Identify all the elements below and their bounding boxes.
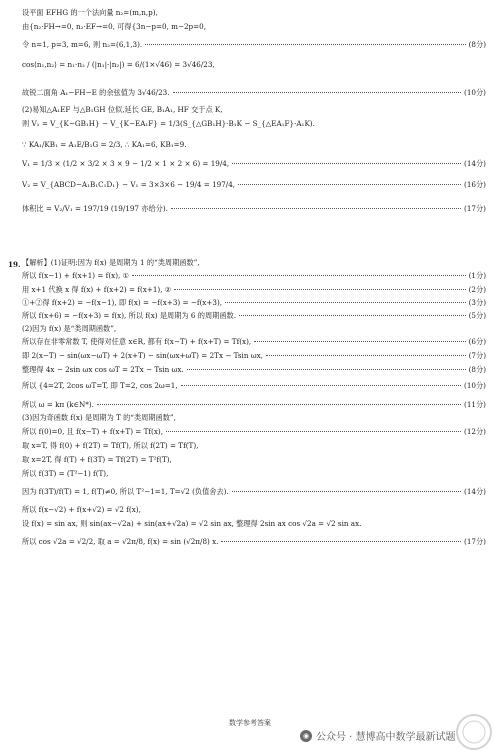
score-label: (7分) [468,351,486,360]
line-text: 因为 f(3T)/f(T) = 1, f(T)≠0, 所以 T²−1=1, T=√2 (负值舍去). [22,487,229,496]
solution-line [22,8,486,17]
solution-line [22,337,486,346]
score-label: (5分) [468,311,486,320]
line-text: 体积比 = V₂/V₁ = 197/19 (19/197 亦给分). [22,204,168,213]
dot-leader [239,315,466,316]
score-label: (17分) [464,537,486,546]
dot-leader [221,541,461,542]
line-text: 令 n=1, p=3, m=6, 则 n₂=(6,1,3). [22,40,143,49]
dot-leader [166,431,461,432]
wechat-icon: ◉ [300,730,312,742]
line-text: 所以 {4=2T, 2cos ωT=T, 即 T=2, cos 2ω=1, [22,381,178,390]
score-label: (17分) [464,204,486,213]
solution-line [22,140,486,149]
page-footer: 数学参考答案 [229,719,271,727]
dot-leader [174,289,465,290]
solution-line [22,455,486,464]
dot-leader [173,92,462,93]
line-text: 由{n₂·FH→=0, n₂·EF→=0, 可得{3n−p=0, m−2p=0, [22,22,207,31]
solution-line [22,537,486,546]
solution-line [22,324,486,333]
line-text: 所以存在非零常数 T, 使得对任意 x∈R, 都有 f(x−T) + f(x+T) = Tf(x), [22,337,252,346]
dot-leader [232,491,461,492]
dot-leader [232,163,461,164]
dot-leader [254,341,465,342]
line-text: 则 V₁ = V_{K−GB₁H} − V_{K−EA₁F} = 1/3(S_{△GB₁H}·B₁K − S_{△EA₁F}·A₁K). [22,119,315,128]
solution-line [22,285,486,294]
solution-line [22,487,486,496]
line-text: 即 2(x−T) − sin(ωx−ωT) + 2(x+T) − sin(ωx+ωT) = 2Tx − Tsin ωx, [22,351,263,360]
score-label: (16分) [464,180,486,189]
solution-line [22,381,486,390]
solution-line [22,88,486,97]
solution-line [22,311,486,320]
solution-line [22,180,486,189]
solution-line [22,119,486,128]
solution-line [22,469,486,478]
dot-leader [187,369,466,370]
dot-leader [132,275,466,276]
score-label: (11分) [464,400,486,409]
line-text: 所以 ω = kπ (k∈N*). [22,400,94,409]
score-label: (2分) [468,285,486,294]
solution-line [22,441,486,450]
dot-leader [171,208,461,209]
line-text: 故锐二面角 A₁−FH−E 的余弦值为 3√46/23. [22,88,170,97]
line-text: 取 x=2T, 得 f(T) + f(3T) = Tf(2T) = T²f(T), [22,455,172,464]
line-text: (3)因为奇函数 f(x) 是周期为 T 的“类周期函数”, [22,413,176,422]
line-text: 所以 f(x+6) = −f(x+3) = f(x), 所以 f(x) 是周期为 6 的周期函数. [22,311,236,320]
dot-leader [181,385,461,386]
line-text: 设 f(x) = sin ax, 则 sin(ax−√2a) + sin(ax+√2a) = √2 sin ax, 整理得 2sin ax cos √2a = √2 sin ax. [22,519,362,528]
line-text: ①+②得 f(x+2) = −f(x−1), 即 f(x) = −f(x+3) = −f(x+3), [22,298,223,307]
line-text: 整理得 4x − 2sin ωx cos ωT = 2Tx − Tsin ωx. [22,365,184,374]
solution-line [22,413,486,422]
solution-line [22,271,486,280]
line-text: (2)易知△A₁EF 与△B₁GH 位似,延长 GE, B₁A₁, HF 交于点 K, [22,105,223,114]
line-text: ∵ KA₁/KB₁ = A₁E/B₁G = 2/3, ∴ KA₁=6, KB₁=9. [22,140,187,149]
solution-line [22,298,486,307]
solution-line [22,22,486,31]
stamp-icon [452,712,496,752]
dot-leader [225,302,466,303]
solution-line [22,204,486,213]
score-label: (14分) [464,487,486,496]
line-text: (2)因为 f(x) 是“类周期函数”, [22,324,117,333]
score-label: (12分) [464,427,486,436]
line-text: 设平面 EFHG 的一个法向量 n₂=(m,n,p), [22,8,158,17]
solution-line [22,365,486,374]
line-text: V₁ = 1/3 × (1/2 × 3/2 × 3 × 9 − 1/2 × 1 × 2 × 6) = 19/4, [22,159,230,168]
score-label: (6分) [468,337,486,346]
line-text: 所以 f(3T) = (T²−1) f(T), [22,469,109,478]
solution-line [22,159,486,168]
line-text: V₂ = V_{ABCD−A₁B₁C₁D₁} − V₁ = 3×3×6 − 19/4 = 197/4, [22,180,236,189]
score-label: (8分) [468,365,486,374]
watermark-text: 公众号 · 慧博高中数学最新试题 [316,732,456,743]
solution-line [22,519,486,528]
score-label: (10分) [464,88,486,97]
watermark [300,728,456,743]
dot-leader [97,404,461,405]
solution-line [22,427,486,436]
score-label: (14分) [464,159,486,168]
score-label: (1分) [468,271,486,280]
score-label: (8分) [468,40,486,49]
question-number: 19. [8,260,21,269]
score-label: (10分) [464,381,486,390]
line-text: 【解析】(1)证明:因为 f(x) 是周期为 1 的“类周期函数”, [22,258,200,267]
line-text: 所以 cos √2a = √2/2, 取 a = √2π/8, f(x) = sin (√2π/8) x. [22,537,219,546]
dot-leader [238,184,461,185]
dot-leader [145,44,465,45]
solution-line [22,40,486,49]
score-label: (3分) [468,298,486,307]
solution-line [22,505,486,514]
line-text: 所以 f(x−√2) + f(x+√2) = √2 f(x), [22,505,141,514]
line-text: cos⟨n₁,n₂⟩ = n₁·n₂ / (|n₁|·|n₂|) = 6/(1×√46) = 3√46/23, [22,60,215,69]
solution-line [22,60,486,69]
line-text: 所以 f(x−1) + f(x+1) = f(x), ① [22,271,130,280]
solution-line [22,258,486,267]
line-text: 用 x+1 代换 x 得 f(x) + f(x+2) = f(x+1), ② [22,285,172,294]
solution-line [22,400,486,409]
line-text: 取 x=T, 得 f(0) + f(2T) = Tf(T), 所以 f(2T) = Tf(T), [22,441,199,450]
solution-line [22,351,486,360]
dot-leader [266,355,466,356]
solution-line [22,105,486,114]
line-text: 所以 f(0)=0, 且 f(x−T) + f(x+T) = Tf(x), [22,427,163,436]
